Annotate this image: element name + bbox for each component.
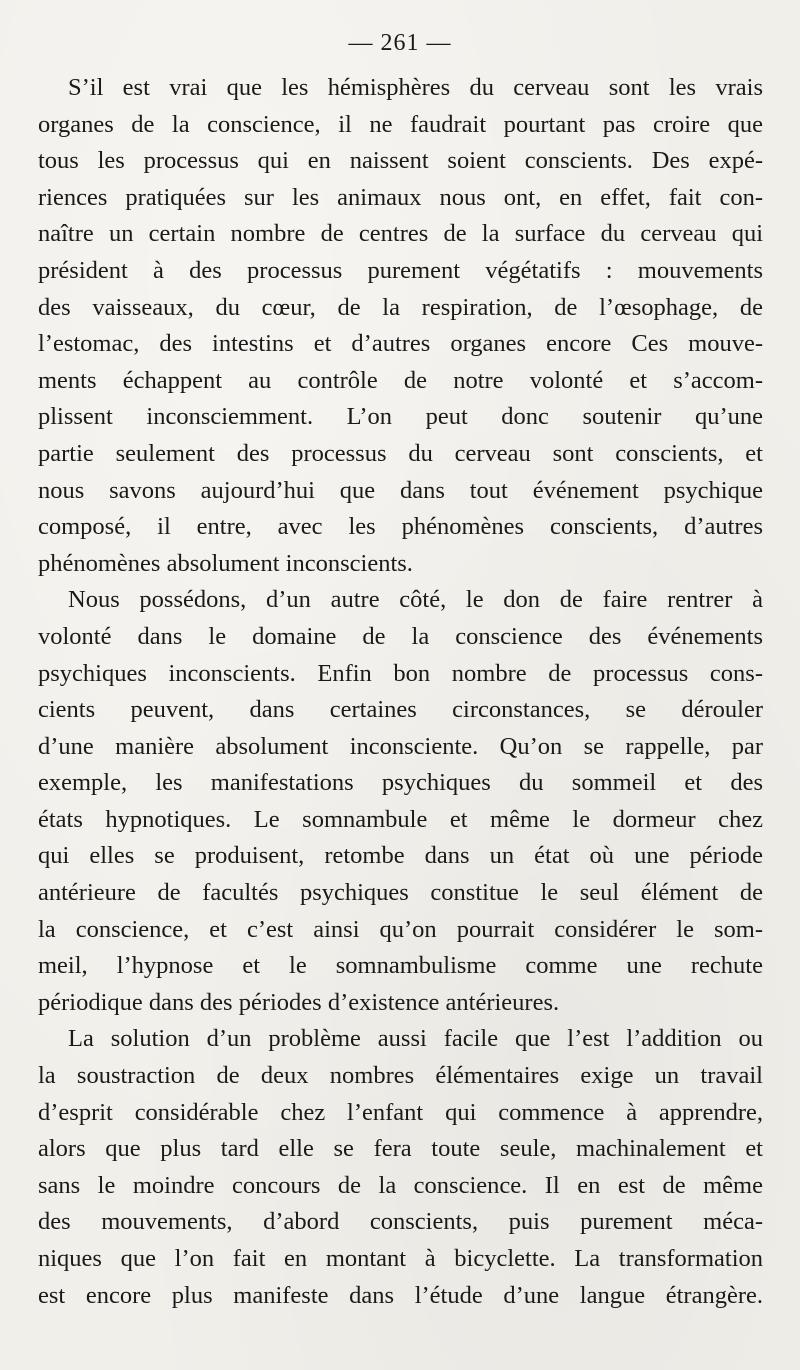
text-line: des mouvements, d’abord conscients, puis purement méca- [38,1208,763,1236]
text-line: riences pratiquées sur les animaux nous ont, en effet, fait con- [38,183,763,211]
text-line: états hypnotiques. Le somnambule et même le dormeur chez [38,805,763,833]
text-line: Nous possédons, d’un autre côté, le don de faire rentrer à [68,586,763,614]
text-line: d’esprit considérable chez l’enfant qui commence à apprendre, [38,1098,763,1126]
text-line: d’une manière absolument inconsciente. Qu’on se rappelle, par [38,732,763,760]
paragraph-2 [38,582,763,1021]
text-line: La solution d’un problème aussi facile que l’est l’addition ou [68,1025,763,1053]
page-number: — 261 — [348,30,452,56]
text-line: S’il est vrai que les hémisphères du cerveau sont les vrais [68,74,763,101]
text-line: nous savons aujourd’hui que dans tout événement psychique [38,476,763,504]
text-line: composé, il entre, avec les phénomènes conscients, d’autres [38,513,763,541]
text-line: plissent inconsciemment. L’on peut donc soutenir qu’une [38,403,763,431]
text-line: est encore plus manifeste dans l’étude d’une langue étrangère. [38,1281,763,1309]
text-line: phénomènes absolument inconscients. [38,549,413,577]
text-line: organes de la conscience, il ne faudrait pourtant pas croire que [38,110,763,138]
text-line: sans le moindre concours de la conscience. Il en est de même [38,1171,763,1199]
text-line: la conscience, et c’est ainsi qu’on pourrait considérer le som- [38,915,763,943]
text-line: meil, l’hypnose et le somnambulisme comme une rechute [38,952,763,980]
text-line: président à des processus purement végétatifs : mouvements [38,256,763,284]
text-line: volonté dans le domaine de la conscience des événements [38,622,763,650]
text-line: naître un certain nombre de centres de la surface du cerveau qui [38,220,763,248]
body-text [38,70,763,1314]
text-line: psychiques inconscients. Enfin bon nombre de processus cons- [38,659,763,687]
text-line: ments échappent au contrôle de notre volonté et s’accom- [38,366,763,394]
text-line: cients peuvent, dans certaines circonstances, se dérouler [38,696,763,724]
text-line: tous les processus qui en naissent soient conscients. Des expé- [38,147,763,175]
text-line: exemple, les manifestations psychiques du sommeil et des [38,769,763,797]
text-line: partie seulement des processus du cerveau sont conscients, et [38,439,763,467]
text-line: l’estomac, des intestins et d’autres organes encore Ces mouve- [38,330,763,358]
text-line: alors que plus tard elle se fera toute seule, machinalement et [38,1135,763,1163]
text-line: la soustraction de deux nombres élémentaires exige un travail [38,1062,763,1090]
text-line: qui elles se produisent, retombe dans un état où une période [38,842,763,870]
text-line: antérieure de facultés psychiques constitue le seul élément de [38,879,763,907]
text-line: niques que l’on fait en montant à bicyclette. La transformation [38,1245,763,1272]
paragraph-3 [38,1021,763,1314]
text-line: des vaisseaux, du cœur, de la respiration, de l’œsophage, de [38,293,763,321]
text-line: périodique dans des périodes d’existence antérieures. [38,988,560,1016]
paragraph-1 [38,70,763,582]
